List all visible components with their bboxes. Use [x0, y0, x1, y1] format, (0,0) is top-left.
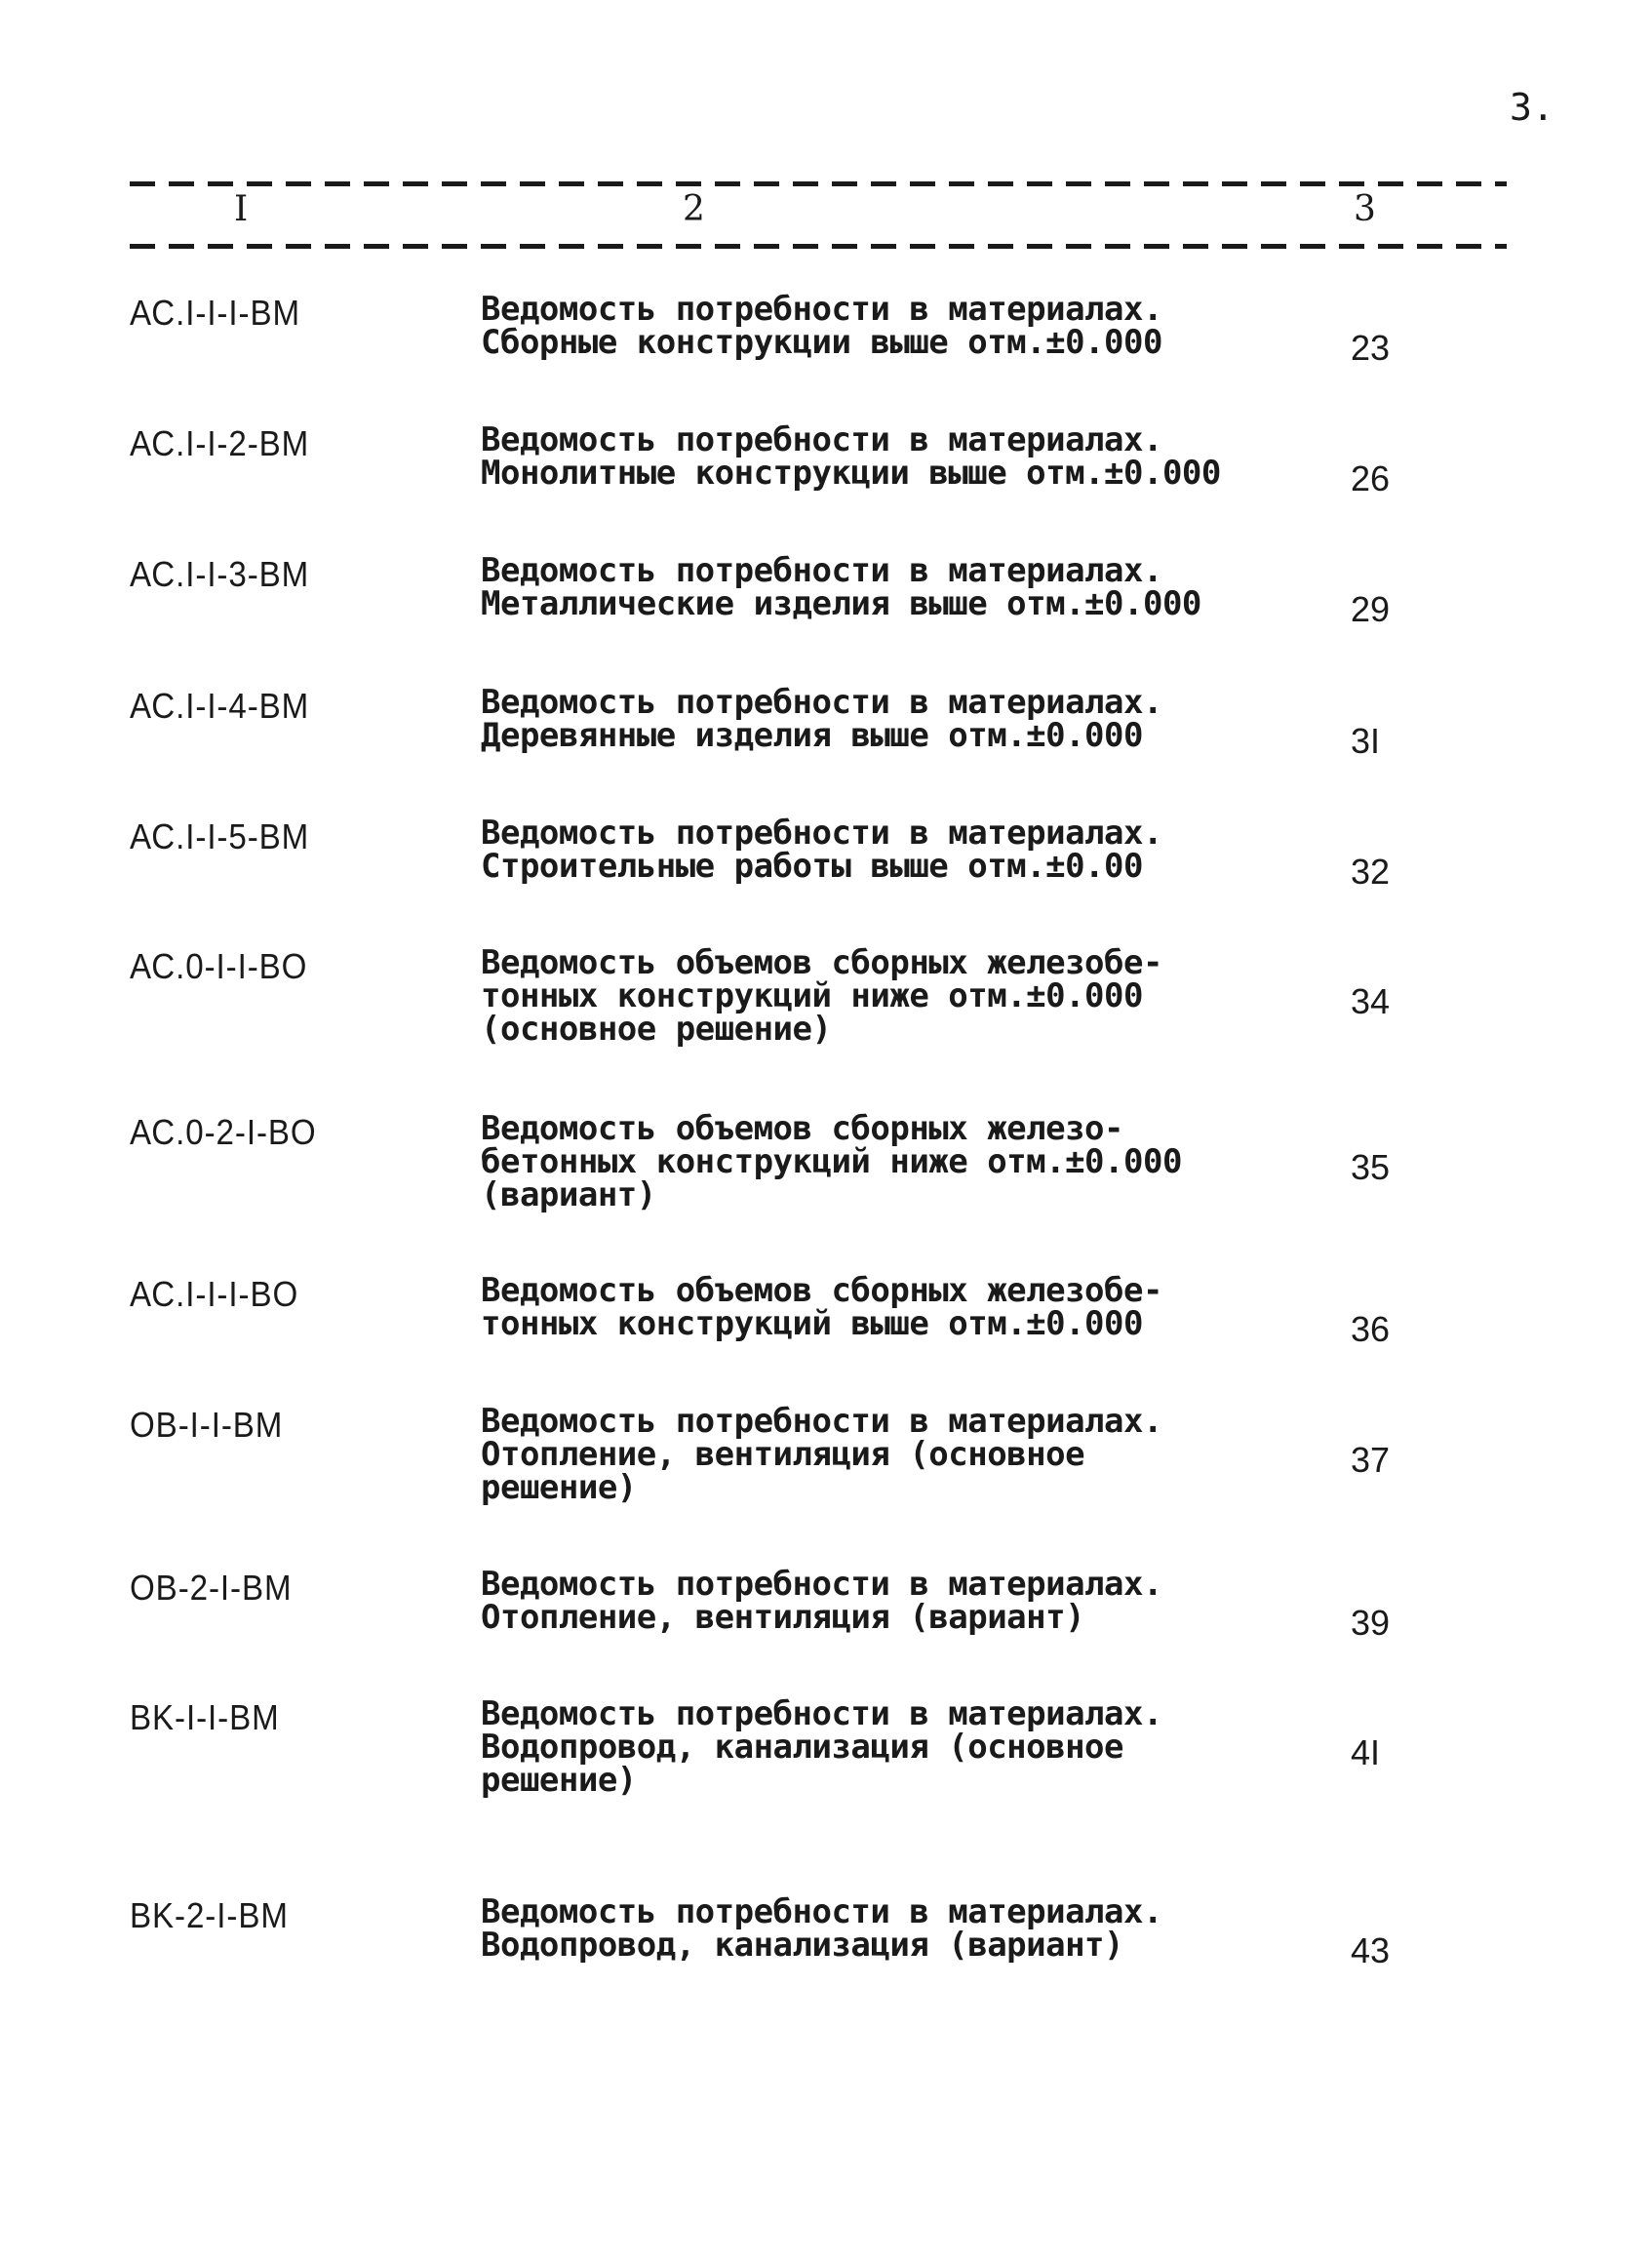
- description-line: Ведомость потребности в материалах.: [481, 683, 1162, 722]
- description-line: Деревянные изделия выше отм.±0.000: [481, 716, 1143, 755]
- page-reference: 39: [1351, 1603, 1391, 1643]
- description-line: Строительные работы выше отм.±0.00: [481, 847, 1143, 886]
- page-reference: 36: [1351, 1309, 1391, 1349]
- description-line: Металлические изделия выше отм.±0.000: [481, 584, 1201, 623]
- document-code: АС.I-I-5-BM: [130, 816, 310, 856]
- document-code: АС.I-I-4-BM: [130, 686, 310, 726]
- description-line: Отопление, вентиляция (вариант): [481, 1598, 1085, 1637]
- description-line: Ведомость потребности в материалах.: [481, 290, 1162, 329]
- document-code: АС.I-I-2-BM: [130, 423, 310, 463]
- document-description: [481, 1271, 1162, 1343]
- document-code: OB-2-I-BM: [130, 1568, 293, 1608]
- page-reference: 43: [1351, 1930, 1391, 1970]
- document-description: [481, 814, 1162, 886]
- document-description: [481, 1109, 1182, 1214]
- description-line: Ведомость объемов сборных железобе-: [481, 1271, 1162, 1310]
- description-line: Ведомость потребности в материалах.: [481, 1892, 1162, 1931]
- page-reference: 37: [1351, 1440, 1391, 1480]
- document-code: АС.0-I-I-BO: [130, 946, 308, 986]
- column-header-2: 2: [683, 189, 705, 229]
- document-description: [481, 551, 1201, 623]
- description-line: Ведомость потребности в материалах.: [481, 420, 1162, 459]
- column-header-3: 3: [1354, 189, 1376, 229]
- page-reference: 26: [1351, 458, 1391, 498]
- page-reference: 32: [1351, 852, 1391, 892]
- description-line: (вариант): [481, 1175, 656, 1214]
- document-code: BK-2-I-BM: [130, 1895, 289, 1935]
- description-line: Ведомость потребности в материалах.: [481, 1402, 1162, 1441]
- document-description: [481, 420, 1221, 493]
- document-description: [481, 943, 1162, 1049]
- description-line: Ведомость объемов сборных железо-: [481, 1109, 1124, 1148]
- document-code: АС.I-I-I-BM: [130, 293, 300, 333]
- document-description: [481, 1565, 1162, 1637]
- page-reference: 3I: [1351, 721, 1381, 761]
- page-reference: 4I: [1351, 1732, 1381, 1772]
- table-header-bottom-rule: [130, 244, 1507, 249]
- description-line: (основное решение): [481, 1010, 832, 1049]
- page-reference: 29: [1351, 589, 1391, 629]
- page-reference: 34: [1351, 981, 1391, 1021]
- document-code: OB-I-I-BM: [130, 1405, 284, 1445]
- description-line: тонных конструкций выше отм.±0.000: [481, 1304, 1143, 1343]
- description-line: Ведомость объемов сборных железобе-: [481, 943, 1162, 982]
- description-line: Отопление, вентиляция (основное: [481, 1435, 1085, 1474]
- description-line: решение): [481, 1468, 637, 1507]
- document-description: [481, 1892, 1162, 1965]
- column-header-1: I: [234, 189, 249, 229]
- document-code: BK-I-I-BM: [130, 1697, 280, 1737]
- description-line: Водопровод, канализация (вариант): [481, 1926, 1124, 1965]
- document-code: АС.I-I-3-BM: [130, 554, 310, 594]
- document-code: АС.0-2-I-BO: [130, 1112, 317, 1152]
- description-line: Ведомость потребности в материалах.: [481, 1694, 1162, 1733]
- description-line: Водопровод, канализация (основное: [481, 1728, 1124, 1767]
- description-line: тонных конструкций ниже отм.±0.000: [481, 976, 1143, 1015]
- document-description: [481, 290, 1162, 362]
- description-line: бетонных конструкций ниже отм.±0.000: [481, 1142, 1182, 1181]
- description-line: Ведомость потребности в материалах.: [481, 1565, 1162, 1604]
- description-line: Ведомость потребности в материалах.: [481, 551, 1162, 590]
- description-line: Сборные конструкции выше отм.±0.000: [481, 323, 1162, 362]
- document-description: [481, 683, 1162, 755]
- page-reference: 23: [1351, 328, 1391, 368]
- page-number: 3.: [1510, 86, 1554, 129]
- description-line: Монолитные конструкции выше отм.±0.000: [481, 454, 1221, 493]
- table-header-top-rule: [130, 181, 1507, 186]
- document-description: [481, 1694, 1162, 1800]
- document-code: АС.I-I-I-BO: [130, 1274, 299, 1314]
- page-reference: 35: [1351, 1147, 1391, 1187]
- description-line: решение): [481, 1761, 637, 1800]
- document-description: [481, 1402, 1162, 1507]
- description-line: Ведомость потребности в материалах.: [481, 814, 1162, 853]
